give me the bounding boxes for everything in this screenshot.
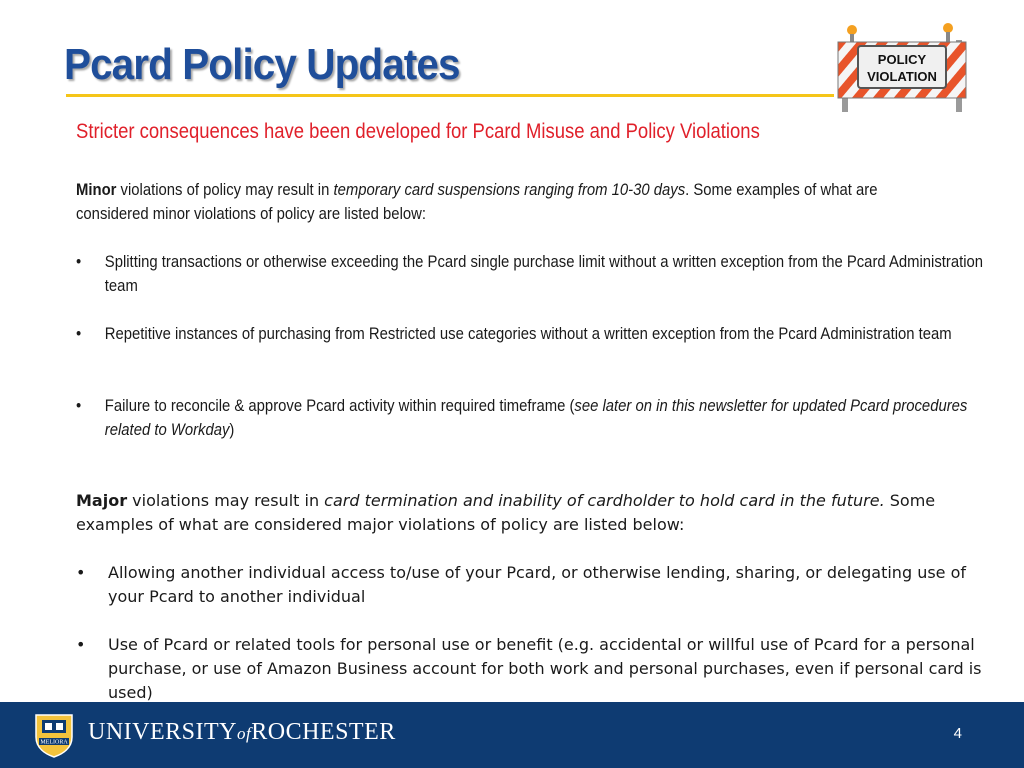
bullet-text: Repetitive instances of purchasing from Restricted use categories without a written exception from the Pcard Administration team [104, 325, 952, 343]
major-text-2: Some examples of what are considered major violations of policy are listed below: [76, 491, 936, 534]
bullet-text-main: Failure to reconcile & approve Pcard activity within required timeframe ( [104, 397, 575, 415]
bullet-dot: • [76, 253, 82, 271]
bullet-text: Splitting transactions or otherwise exceeding the Pcard single purchase limit without a written exception from the Pcard Administration team [104, 253, 984, 295]
seal-motto: MELIORA [40, 739, 68, 746]
university-seal-icon [30, 711, 78, 759]
bullet-text [105, 394, 996, 442]
minor-emphasis: temporary card suspensions ranging from 10-30 days [333, 181, 686, 199]
minor-lead: Minor [76, 181, 117, 199]
footer-bar [0, 702, 1024, 768]
major-lead: Major [76, 491, 128, 510]
slide-subtitle: Stricter consequences have been developed for Pcard Misuse and Policy Violations [76, 120, 760, 143]
university-wordmark [88, 719, 396, 746]
wordmark-part-1: UNIVERSITY [88, 719, 237, 745]
bullet-text-emphasis: see later on in this newsletter for updated Pcard procedures related to Workday [104, 397, 968, 439]
bullet-dot: • [76, 563, 86, 582]
major-text-1: violations may result in [127, 491, 325, 510]
page-number: 4 [953, 725, 962, 742]
minor-text-1: violations of policy may result in [116, 181, 334, 199]
bullet-dot: • [76, 397, 82, 415]
title-underline [66, 94, 834, 97]
wordmark-part-2: ROCHESTER [251, 719, 396, 745]
sign-line-2: VIOLATION [867, 69, 937, 84]
wordmark-of: of [237, 724, 252, 743]
minor-intro [76, 178, 886, 226]
minor-text-2: . Some examples of what are considered minor violations of policy are listed below: [76, 181, 878, 223]
major-intro [76, 489, 996, 537]
major-emphasis: card termination and inability of cardholder to hold card in the future. [324, 491, 885, 510]
bullet-text-tail: ) [229, 421, 235, 439]
bullet-dot: • [76, 635, 86, 654]
sign-line-1: POLICY [877, 52, 927, 67]
bullet-dot: • [76, 325, 82, 343]
slide-title: Pcard Policy Updates [64, 40, 460, 89]
bullet-text: Use of Pcard or related tools for personal use or benefit (e.g. accidental or willful use of Pcard for a personal purchase, or use of Amazon Business account for both work and personal purchases, even if personal card is used) [108, 635, 982, 702]
policy-violation-sign-icon [832, 22, 972, 114]
bullet-text: Allowing another individual access to/use of your Pcard, or otherwise lending, sharing, or delegating use of your Pcard to another individual [108, 563, 967, 606]
